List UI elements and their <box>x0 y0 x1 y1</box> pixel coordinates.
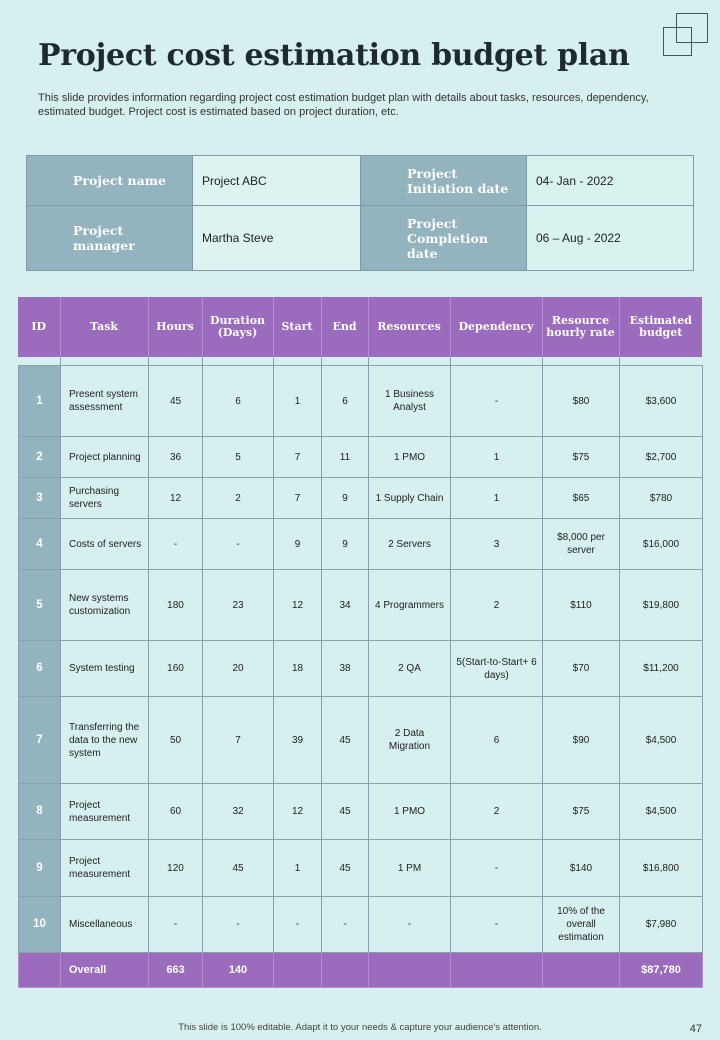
row-budget: $16,800 <box>620 840 703 897</box>
budget-table-body <box>18 365 703 988</box>
row-id: 6 <box>19 641 61 697</box>
row-rate: $75 <box>543 784 620 840</box>
row-resources: 1 PMO <box>369 784 451 840</box>
total-id-cell <box>19 953 61 988</box>
row-hours: - <box>149 519 203 570</box>
row-end: 45 <box>322 784 369 840</box>
row-id: 1 <box>19 366 61 437</box>
row-start: 7 <box>274 437 322 478</box>
page-title: Project cost estimation budget plan <box>38 38 630 73</box>
row-rate: $70 <box>543 641 620 697</box>
row-id: 8 <box>19 784 61 840</box>
total-budget: $87,780 <box>620 953 703 988</box>
row-hours: 50 <box>149 697 203 784</box>
row-resources: 2 QA <box>369 641 451 697</box>
row-budget: $19,800 <box>620 570 703 641</box>
row-id: 10 <box>19 897 61 953</box>
row-end: - <box>322 897 369 953</box>
row-end: 45 <box>322 697 369 784</box>
row-duration: 32 <box>203 784 274 840</box>
row-hours: 12 <box>149 478 203 519</box>
col-header-budget: Estimated budget <box>619 297 702 357</box>
table-row <box>19 366 703 437</box>
table-row <box>19 840 703 897</box>
row-duration: 45 <box>203 840 274 897</box>
row-budget: $4,500 <box>620 697 703 784</box>
row-duration: 23 <box>203 570 274 641</box>
col-header-dependency: Dependency <box>450 297 542 357</box>
row-rate: $75 <box>543 437 620 478</box>
row-rate: $140 <box>543 840 620 897</box>
row-duration: - <box>203 897 274 953</box>
corner-square-decoration <box>676 13 708 43</box>
row-duration: 7 <box>203 697 274 784</box>
project-manager-value: Martha Steve <box>193 206 361 271</box>
row-dependency: 1 <box>451 478 543 519</box>
table-row <box>19 437 703 478</box>
row-id: 3 <box>19 478 61 519</box>
row-start: 39 <box>274 697 322 784</box>
row-hours: 120 <box>149 840 203 897</box>
row-task: Costs of servers <box>61 519 149 570</box>
table-row <box>19 478 703 519</box>
budget-table <box>18 297 702 988</box>
total-resources <box>369 953 451 988</box>
row-start: 12 <box>274 784 322 840</box>
project-name-label: Project name <box>27 156 193 206</box>
row-id: 9 <box>19 840 61 897</box>
row-end: 9 <box>322 519 369 570</box>
row-rate: $90 <box>543 697 620 784</box>
row-dependency: - <box>451 897 543 953</box>
row-rate: $65 <box>543 478 620 519</box>
total-duration: 140 <box>203 953 274 988</box>
page-subtitle: This slide provides information regarding project cost estimation budget plan with details about tasks, resources, dependency, estimated budget. Project cost is estimated based on project duration, etc. <box>38 92 649 118</box>
project-manager-label: Project manager <box>27 206 193 271</box>
completion-date-value: 06 – Aug - 2022 <box>527 206 694 271</box>
row-dependency: - <box>451 840 543 897</box>
total-label: Overall <box>61 953 149 988</box>
row-duration: - <box>203 519 274 570</box>
header-gap <box>18 357 702 365</box>
col-header-start: Start <box>273 297 321 357</box>
row-dependency: 3 <box>451 519 543 570</box>
row-id: 5 <box>19 570 61 641</box>
row-budget: $780 <box>620 478 703 519</box>
row-dependency: - <box>451 366 543 437</box>
project-info-table <box>26 155 694 271</box>
row-start: 7 <box>274 478 322 519</box>
row-hours: 36 <box>149 437 203 478</box>
row-budget: $4,500 <box>620 784 703 840</box>
row-dependency: 1 <box>451 437 543 478</box>
row-start: 12 <box>274 570 322 641</box>
row-budget: $2,700 <box>620 437 703 478</box>
row-start: 1 <box>274 366 322 437</box>
col-header-duration: Duration (Days) <box>202 297 273 357</box>
initiation-date-label: Project Initiation date <box>361 156 527 206</box>
row-end: 45 <box>322 840 369 897</box>
row-dependency: 2 <box>451 570 543 641</box>
row-budget: $7,980 <box>620 897 703 953</box>
row-id: 7 <box>19 697 61 784</box>
row-resources: 1 Supply Chain <box>369 478 451 519</box>
row-resources: 1 Business Analyst <box>369 366 451 437</box>
row-hours: 60 <box>149 784 203 840</box>
row-budget: $16,000 <box>620 519 703 570</box>
total-end <box>322 953 369 988</box>
table-row <box>19 784 703 840</box>
total-hours: 663 <box>149 953 203 988</box>
total-rate <box>543 953 620 988</box>
row-task: Project planning <box>61 437 149 478</box>
row-id: 2 <box>19 437 61 478</box>
row-hours: 160 <box>149 641 203 697</box>
row-end: 34 <box>322 570 369 641</box>
row-start: 9 <box>274 519 322 570</box>
completion-date-label: Project Completion date <box>361 206 527 271</box>
row-duration: 6 <box>203 366 274 437</box>
row-resources: 2 Servers <box>369 519 451 570</box>
row-rate: $110 <box>543 570 620 641</box>
row-start: - <box>274 897 322 953</box>
col-header-rate: Resource hourly rate <box>542 297 619 357</box>
row-budget: $3,600 <box>620 366 703 437</box>
col-header-end: End <box>321 297 368 357</box>
table-row <box>19 570 703 641</box>
row-start: 18 <box>274 641 322 697</box>
row-hours: - <box>149 897 203 953</box>
footer-note: This slide is 100% editable. Adapt it to your needs & capture your audience's attention. <box>178 1022 542 1033</box>
row-end: 38 <box>322 641 369 697</box>
row-task: Purchasing servers <box>61 478 149 519</box>
row-end: 9 <box>322 478 369 519</box>
row-rate: $8,000 per server <box>543 519 620 570</box>
row-task: Project measurement <box>61 784 149 840</box>
total-dependency <box>451 953 543 988</box>
row-resources: 1 PM <box>369 840 451 897</box>
page-number: 47 <box>689 1023 702 1035</box>
row-resources: 2 Data Migration <box>369 697 451 784</box>
row-hours: 180 <box>149 570 203 641</box>
row-task: Project measurement <box>61 840 149 897</box>
col-header-task: Task <box>60 297 148 357</box>
row-dependency: 2 <box>451 784 543 840</box>
initiation-date-value: 04- Jan - 2022 <box>527 156 694 206</box>
col-header-id: ID <box>18 297 60 357</box>
row-dependency: 6 <box>451 697 543 784</box>
row-task: Transferring the data to the new system <box>61 697 149 784</box>
total-row <box>19 953 703 988</box>
row-duration: 5 <box>203 437 274 478</box>
table-row <box>19 641 703 697</box>
col-header-hours: Hours <box>148 297 202 357</box>
table-row <box>19 897 703 953</box>
row-duration: 20 <box>203 641 274 697</box>
table-row <box>19 697 703 784</box>
row-duration: 2 <box>203 478 274 519</box>
row-end: 11 <box>322 437 369 478</box>
row-task: New systems customization <box>61 570 149 641</box>
col-header-resources: Resources <box>368 297 450 357</box>
row-resources: 4 Programmers <box>369 570 451 641</box>
total-start <box>274 953 322 988</box>
project-name-value: Project ABC <box>193 156 361 206</box>
row-start: 1 <box>274 840 322 897</box>
row-budget: $11,200 <box>620 641 703 697</box>
table-row <box>19 519 703 570</box>
row-resources: 1 PMO <box>369 437 451 478</box>
row-resources: - <box>369 897 451 953</box>
row-rate: $80 <box>543 366 620 437</box>
row-task: Present system assessment <box>61 366 149 437</box>
row-rate: 10% of the overall estimation <box>543 897 620 953</box>
row-id: 4 <box>19 519 61 570</box>
row-dependency: 5(Start-to-Start+ 6 days) <box>451 641 543 697</box>
row-end: 6 <box>322 366 369 437</box>
row-task: Miscellaneous <box>61 897 149 953</box>
row-hours: 45 <box>149 366 203 437</box>
budget-table-header <box>18 297 702 357</box>
row-task: System testing <box>61 641 149 697</box>
